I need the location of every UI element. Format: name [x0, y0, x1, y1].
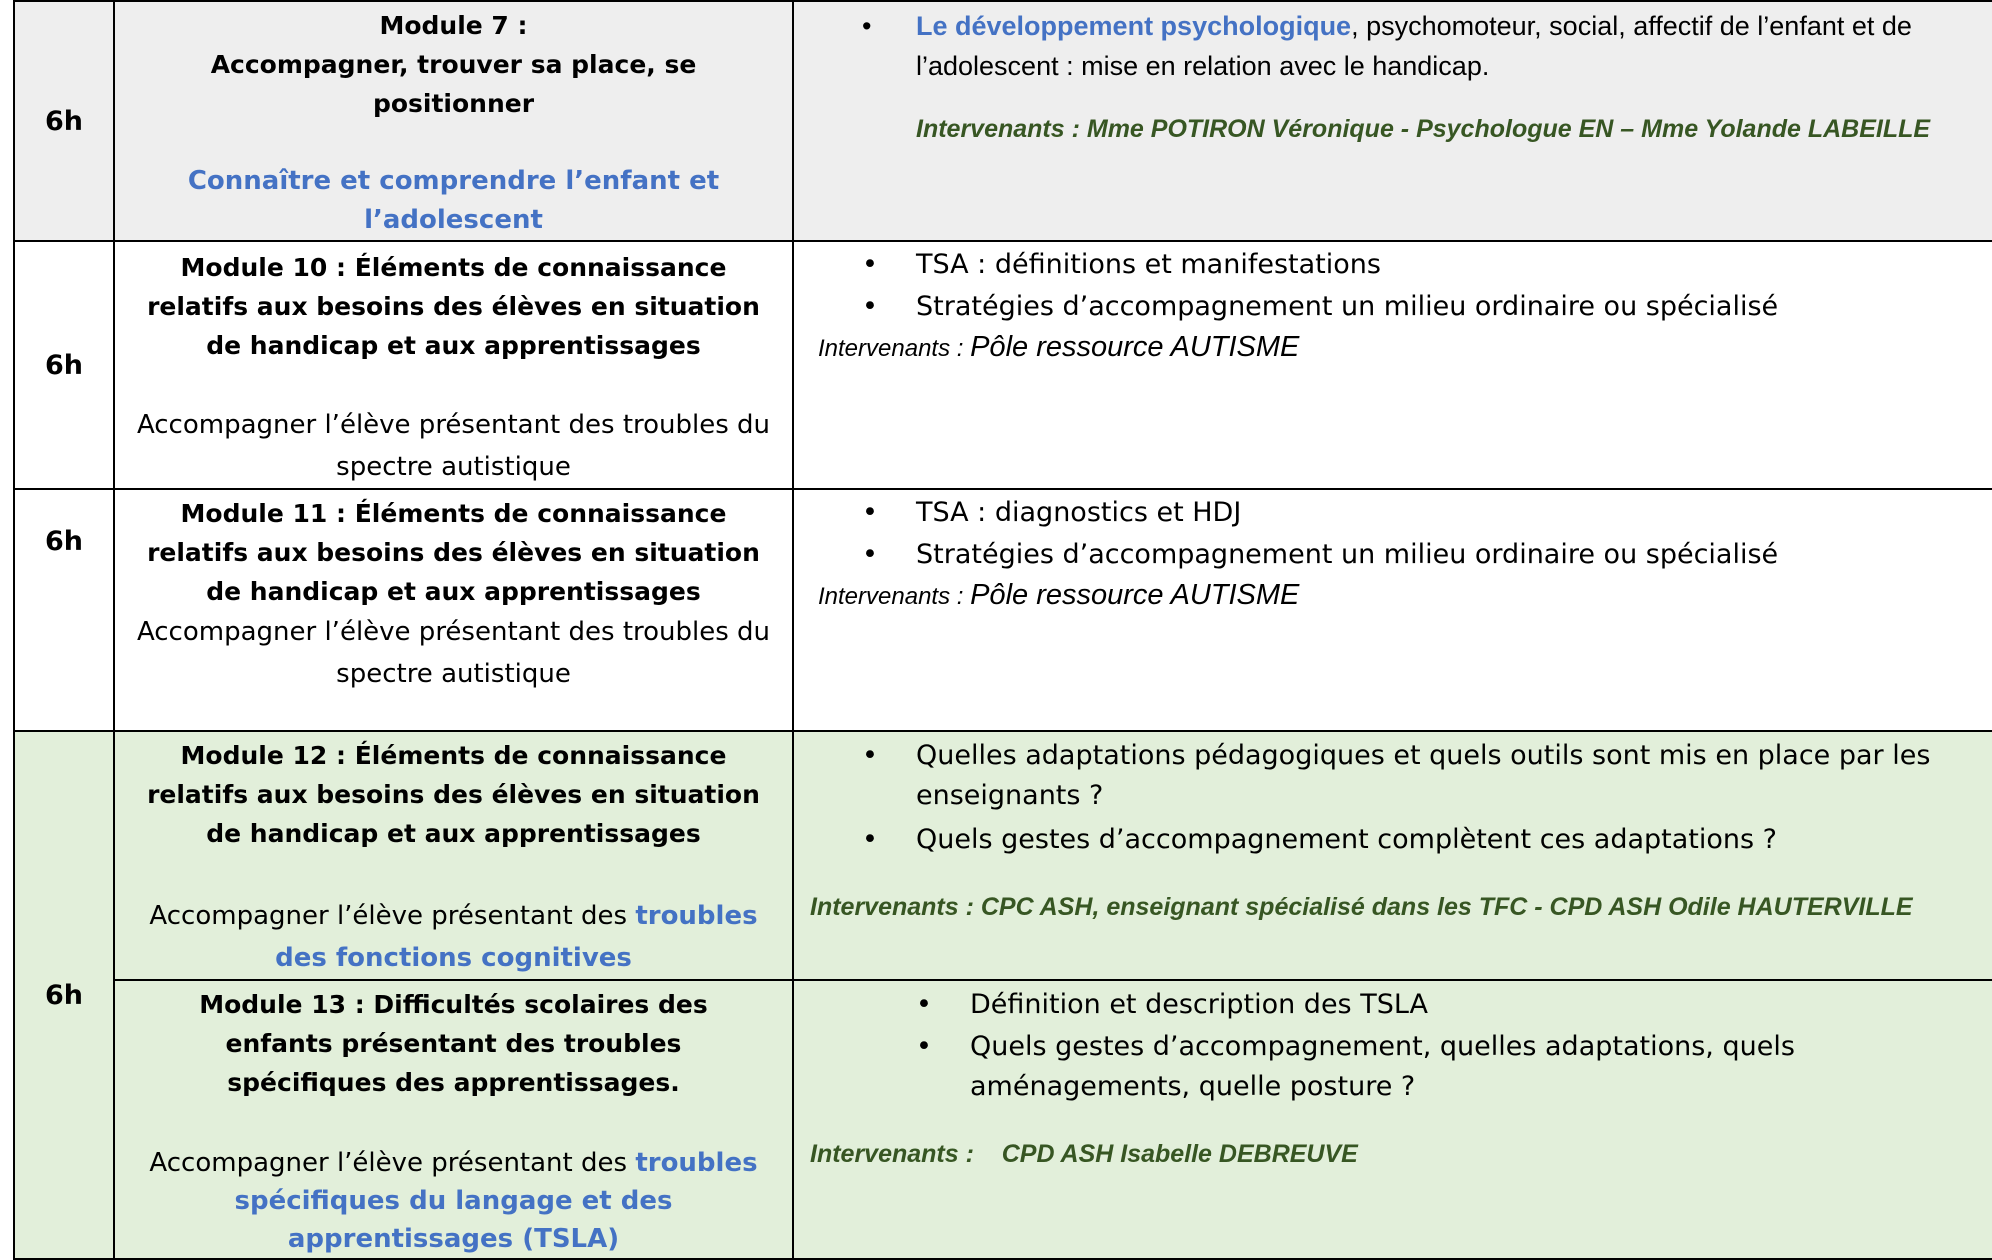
- content-cell: [793, 241, 1992, 489]
- module-subtitle: Accompagner l’élève présentant des troubles du spectre autistique: [136, 617, 771, 689]
- duration-cell: 6h: [14, 1, 114, 241]
- module-title: Module 12 : Éléments de connaissance relatifs aux besoins des élèves en situation de handicap et aux apprentissages: [147, 741, 760, 848]
- intervenants-text: Intervenants : Mme POTIRON Véronique - Psychologue EN – Mme Yolande LABEILLE: [916, 115, 1931, 143]
- content-bullet: • Quelles adaptations pédagogiques et quels outils sont mis en place par les enseignants ?: [794, 736, 1992, 816]
- module-cell: [114, 1, 793, 241]
- content-cell: [793, 489, 1992, 731]
- module-subtitle: [135, 895, 772, 979]
- intervenants-line: [794, 327, 1992, 369]
- table-row-module-7: [14, 1, 1992, 241]
- module-title-line: Accompagner, trouver sa place, se positionner: [210, 50, 697, 118]
- module-cell: [114, 241, 793, 489]
- module-title: Module 11 : Éléments de connaissance relatifs aux besoins des élèves en situation de handicap et aux apprentissages: [147, 499, 760, 606]
- content-text: , psychomoteur, social, affectif de l’enfant et de l’adolescent : mise en relation avec le handicap.: [916, 11, 1912, 81]
- intervenants-text: Intervenants : CPC ASH, enseignant spécialisé dans les TFC - CPD ASH Odile HAUTERVILLE: [810, 893, 1913, 921]
- content-bullet: • TSA : diagnostics et HDJ: [794, 493, 1992, 533]
- module-subtitle-text: Accompagner l’élève présentant des: [149, 1148, 636, 1178]
- module-subtitle-highlight: troubles des fonctions cognitives: [275, 901, 758, 973]
- module-subtitle: Accompagner l’élève présentant des troubles du spectre autistique: [136, 410, 771, 482]
- table-row-module-12: [14, 731, 1992, 980]
- content-bullet: • Stratégies d’accompagnement un milieu ordinaire ou spécialisé: [794, 535, 1992, 575]
- intervenants-text: Intervenants : CPD ASH Isabelle DEBREUVE: [810, 1140, 1358, 1168]
- table-row-module-13: [14, 980, 1992, 1259]
- duration-cell: 6h: [14, 241, 114, 489]
- content-bullet: • Définition et description des TSLA: [794, 985, 1992, 1025]
- module-title: Module 10 : Éléments de connaissance relatifs aux besoins des élèves en situation de handicap et aux apprentissages: [147, 253, 760, 360]
- content-bullet: • TSA : définitions et manifestations: [794, 245, 1992, 285]
- module-title: Module 13 : Difficultés scolaires des enfants présentant des troubles spécifiques des apprentissages.: [199, 990, 708, 1097]
- table-row-module-10: [14, 241, 1992, 489]
- intervenants-line: [794, 575, 1992, 617]
- duration-cell: 6h: [14, 489, 114, 731]
- module-cell: [114, 489, 793, 731]
- module-cell: [114, 731, 793, 980]
- module-subtitle: [135, 1144, 772, 1258]
- module-subtitle-highlight: troubles spécifiques du langage et des apprentissages (TSLA): [234, 1148, 758, 1254]
- module-subtitle-text: Accompagner l’élève présentant des: [149, 901, 636, 931]
- training-schedule-table: [13, 0, 1992, 1260]
- module-subtitle: Connaître et comprendre l’enfant et l’adolescent: [187, 166, 720, 235]
- content-bullet: • Quels gestes d’accompagnement, quelles adaptations, quels aménagements, quelle posture ?: [794, 1027, 1992, 1107]
- intervenants-label: Intervenants :: [818, 583, 971, 610]
- module-title-line: Module 7 :: [379, 11, 528, 40]
- content-bullet: • Stratégies d’accompagnement un milieu ordinaire ou spécialisé: [794, 287, 1992, 327]
- intervenants-value: Pôle ressource AUTISME: [970, 579, 1300, 611]
- content-cell: [793, 731, 1992, 980]
- duration-cell: 6h: [14, 731, 114, 1259]
- content-bullet: • Quels gestes d’accompagnement complètent ces adaptations ?: [794, 820, 1992, 860]
- content-cell: [793, 980, 1992, 1259]
- content-bullet: [794, 6, 1992, 86]
- module-cell: [114, 980, 793, 1259]
- intervenants-value: Pôle ressource AUTISME: [970, 331, 1300, 363]
- table-row-module-11: [14, 489, 1992, 731]
- content-highlight: Le développement psychologique: [916, 11, 1352, 41]
- content-cell: [793, 1, 1992, 241]
- intervenants-label: Intervenants :: [818, 335, 971, 362]
